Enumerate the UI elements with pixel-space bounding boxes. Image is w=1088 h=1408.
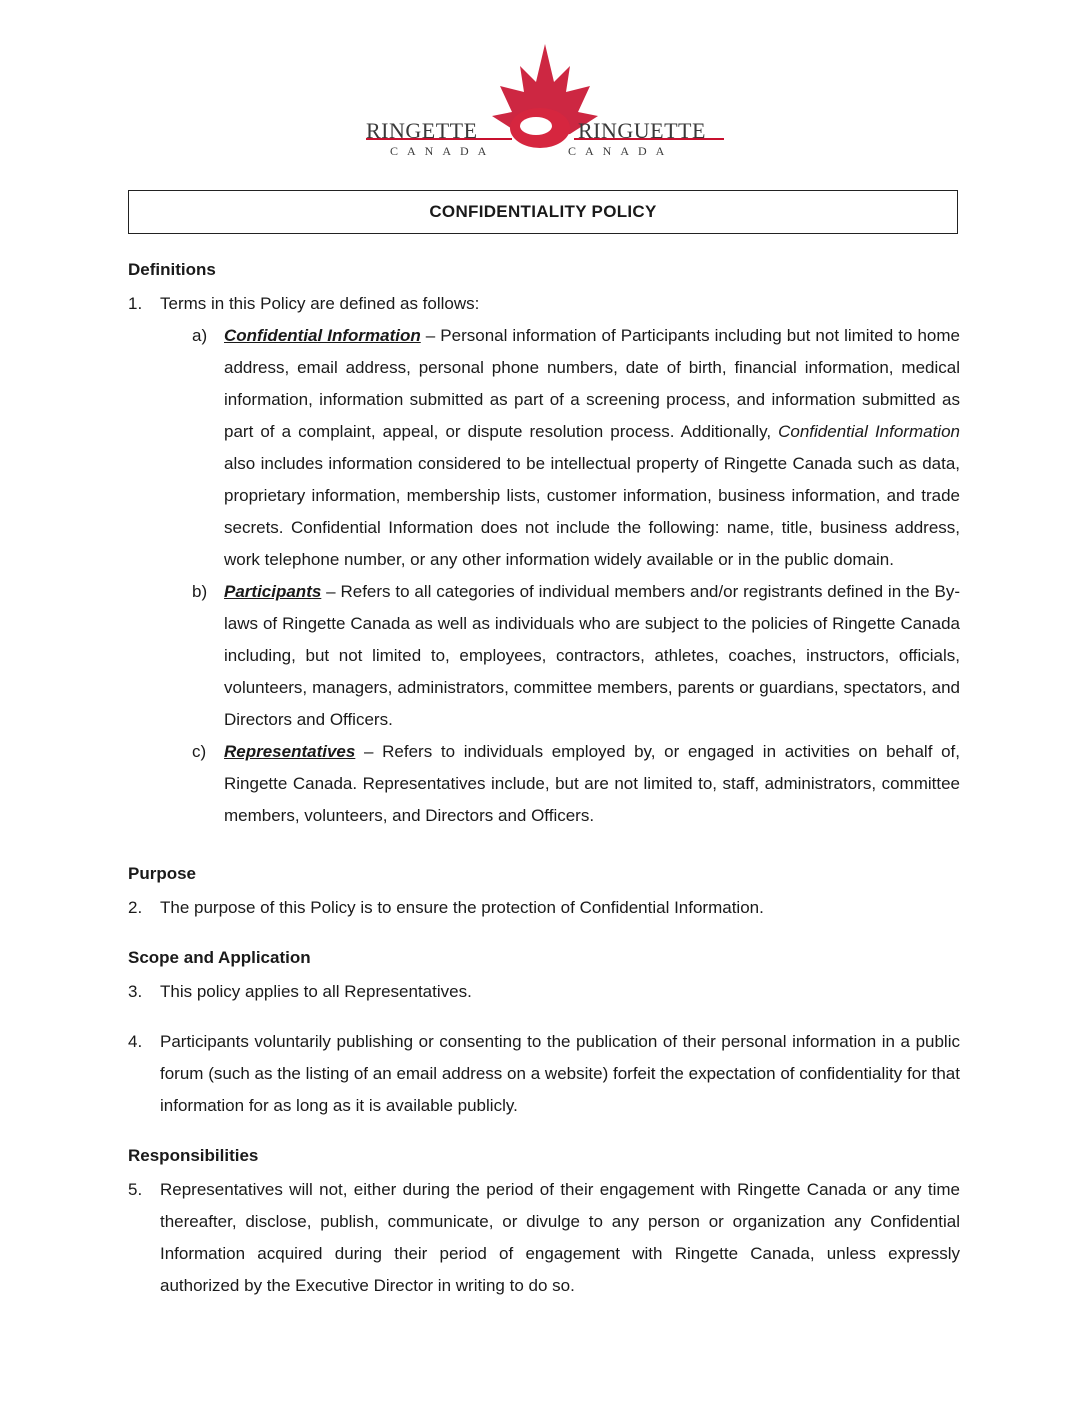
item-text: Representatives will not, either during the period of their engagement with Ringette Canada or any time thereafter, disclose, publish, communicate, or divulge to any person or organization any Confidential Information acquired during their period of engagement with Ringette Canada, unless expressly authorized by the Executive Director in writing to do so. [160,1180,960,1295]
defined-term: Participants [224,582,322,601]
item-number: 1. [128,294,143,313]
definition-representatives [192,736,960,832]
page-title: CONFIDENTIALITY POLICY [429,202,657,221]
numbered-item-1 [128,288,960,320]
definitions-sublist [192,320,960,832]
numbered-item-5 [128,1174,960,1302]
item-letter: b) [192,582,208,601]
definition-body [224,320,960,576]
ringette-canada-logo [360,42,730,162]
section-heading-responsibilities: Responsibilities [128,1146,259,1165]
item-text: Participants voluntarily publishing or consenting to the publication of their personal information in a public forum (such as the listing of an email address on a website) forfeit the expectation of confidentiality for that information for as long as it is available publicly. [160,1032,960,1115]
logo-subword-left: CANADA [390,144,496,158]
section-heading-scope: Scope and Application [128,948,311,967]
numbered-item-4 [128,1026,960,1122]
section-heading-purpose: Purpose [128,864,197,883]
definition-body [224,576,960,736]
policy-content [128,258,960,1302]
item-text: The purpose of this Policy is to ensure the protection of Confidential Information. [160,898,764,917]
defined-term: Representatives [224,742,356,761]
definition-confidential-information [192,320,960,576]
defined-term: Confidential Information [224,326,421,345]
item-number: 2. [128,898,143,917]
logo-subword-right: CANADA [568,144,674,158]
item-letter: c) [192,742,207,761]
title-box [128,190,958,234]
item-number: 5. [128,1180,143,1199]
numbered-item-3 [128,976,960,1008]
section-heading-definitions: Definitions [128,260,216,279]
item-letter: a) [192,326,208,345]
definition-text: – Refers to all categories of individual members and/or registrants defined in the By-laws of Ringette Canada as well as individuals who are subject to the policies of Ringette Canada including, but not limited to, employees, contractors, athletes, coaches, instructors, officials, volunteers, managers, administrators, committee members, parents or guardians, spectators, and Directors and Officers. [224,582,960,729]
definition-text: – Refers to individuals employed by, or engaged in activities on behalf of, Ringette Canada. Representatives include, but are not limited to, staff, administrators, committee members, volunteers, and Directors and Officers. [224,742,960,825]
logo-word-left: RINGETTE [366,118,478,143]
italic-term: Confidential Information [778,422,960,441]
definition-body [224,736,960,832]
item-number: 3. [128,982,143,1001]
item-number: 4. [128,1032,143,1051]
numbered-item-2 [128,892,960,924]
definition-text: also includes information considered to be intellectual property of Ringette Canada such as data, proprietary information, membership lists, customer information, business information, and trade secrets. Confidential Information does not include the following: name, title, business address, work telephone number, or any other information widely available or in the public domain. [224,454,960,569]
logo-word-right: RINGUETTE [578,118,706,143]
definition-participants [192,576,960,736]
definition-text: – Personal information of Participants including but not limited to home address, email address, personal phone numbers, date of birth, financial information, medical information, information submitted as part of a screening process, and information submitted as part of a complaint, appeal, or dispute resolution process. Additionally, [224,326,960,441]
item-text: Terms in this Policy are defined as follows: [160,294,480,313]
item-text: This policy applies to all Representatives. [160,982,472,1001]
